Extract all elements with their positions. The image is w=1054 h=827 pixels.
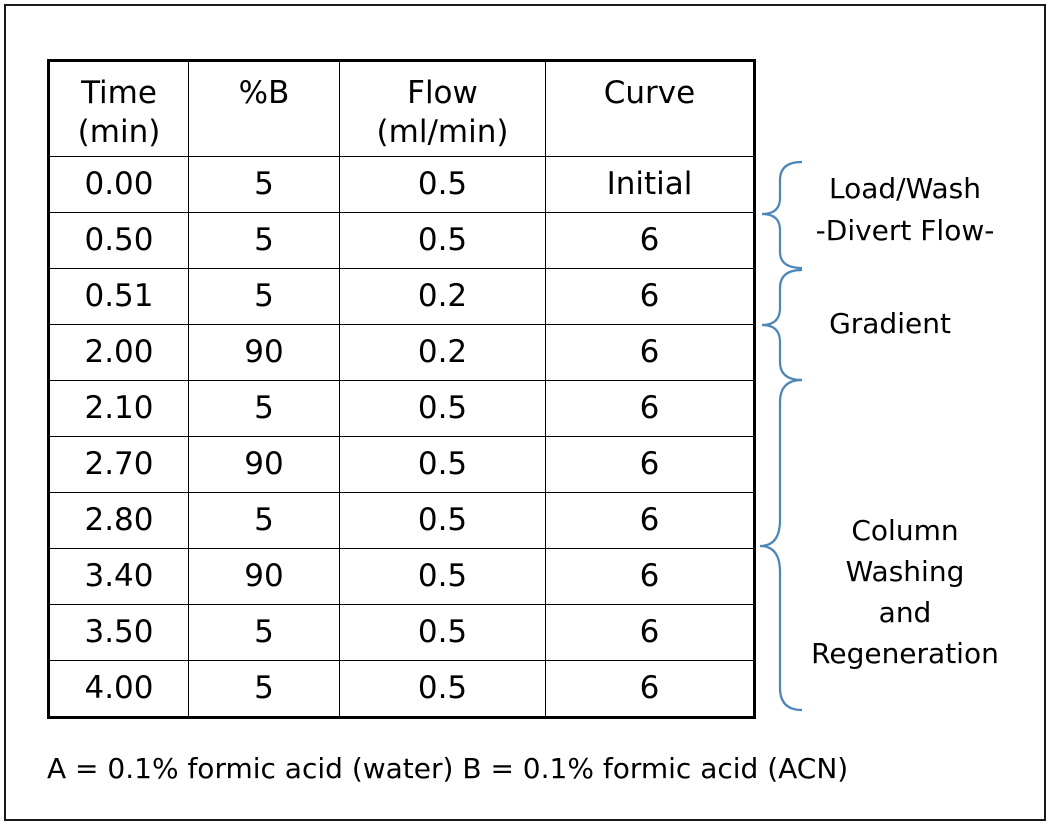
- table-row: [49, 269, 755, 325]
- curve-cell: 6: [546, 213, 755, 269]
- time-cell: 2.10: [49, 381, 189, 437]
- washing-line-1: Column: [851, 514, 959, 547]
- flow-cell: 0.2: [340, 269, 546, 325]
- gradient-label: [820, 303, 960, 345]
- table-row: [49, 493, 755, 549]
- curve-cell: Initial: [546, 157, 755, 213]
- curve-cell: 6: [546, 437, 755, 493]
- flow-cell: 0.5: [340, 493, 546, 549]
- curve-cell: 6: [546, 549, 755, 605]
- percent-b-cell: 5: [189, 493, 340, 549]
- washing-line-2: Washing: [845, 555, 965, 589]
- percent-b-cell: 5: [189, 605, 340, 661]
- time-cell: 2.70: [49, 437, 189, 493]
- table-body: [49, 157, 755, 718]
- flow-cell: 0.5: [340, 437, 546, 493]
- header-curve: Curve: [546, 61, 755, 157]
- load-wash-label: [800, 168, 1010, 252]
- table-row: [49, 213, 755, 269]
- flow-cell: 0.5: [340, 605, 546, 661]
- curve-cell: 6: [546, 381, 755, 437]
- header-time: Time (min): [49, 61, 189, 157]
- flow-cell: 0.2: [340, 325, 546, 381]
- mobile-phase-footnote: A = 0.1% formic acid (water) B = 0.1% formic acid (ACN): [47, 752, 849, 785]
- curve-cell: 6: [546, 661, 755, 718]
- gradient-line: Gradient: [829, 307, 951, 340]
- time-cell: 3.40: [49, 549, 189, 605]
- table-row: [49, 549, 755, 605]
- percent-b-cell: 5: [189, 157, 340, 213]
- header-percent-b: %B: [189, 61, 340, 157]
- curve-cell: 6: [546, 605, 755, 661]
- table-header-row: [49, 61, 755, 157]
- curve-cell: 6: [546, 269, 755, 325]
- time-cell: 2.80: [49, 493, 189, 549]
- washing-line-4: Regeneration: [811, 637, 999, 671]
- table-row: [49, 605, 755, 661]
- header-flow: Flow (ml/min): [340, 61, 546, 157]
- table-row: [49, 437, 755, 493]
- washing-line-3: and: [878, 596, 932, 630]
- flow-cell: 0.5: [340, 213, 546, 269]
- load-wash-line-1: Load/Wash: [829, 172, 981, 205]
- time-cell: 0.50: [49, 213, 189, 269]
- time-cell: 3.50: [49, 605, 189, 661]
- table-row: [49, 325, 755, 381]
- washing-label: [795, 510, 1015, 675]
- percent-b-cell: 5: [189, 661, 340, 718]
- flow-cell: 0.5: [340, 661, 546, 718]
- table-row: [49, 661, 755, 718]
- percent-b-cell: 90: [189, 437, 340, 493]
- table-row: [49, 157, 755, 213]
- percent-b-cell: 5: [189, 213, 340, 269]
- flow-cell: 0.5: [340, 157, 546, 213]
- percent-b-cell: 5: [189, 381, 340, 437]
- curve-cell: 6: [546, 493, 755, 549]
- load-wash-line-2: -Divert Flow-: [815, 214, 995, 247]
- percent-b-cell: 90: [189, 325, 340, 381]
- time-cell: 2.00: [49, 325, 189, 381]
- gradient-table: [47, 59, 756, 719]
- time-cell: 4.00: [49, 661, 189, 718]
- percent-b-cell: 90: [189, 549, 340, 605]
- time-cell: 0.51: [49, 269, 189, 325]
- time-cell: 0.00: [49, 157, 189, 213]
- percent-b-cell: 5: [189, 269, 340, 325]
- curve-cell: 6: [546, 325, 755, 381]
- flow-cell: 0.5: [340, 381, 546, 437]
- flow-cell: 0.5: [340, 549, 546, 605]
- table-row: [49, 381, 755, 437]
